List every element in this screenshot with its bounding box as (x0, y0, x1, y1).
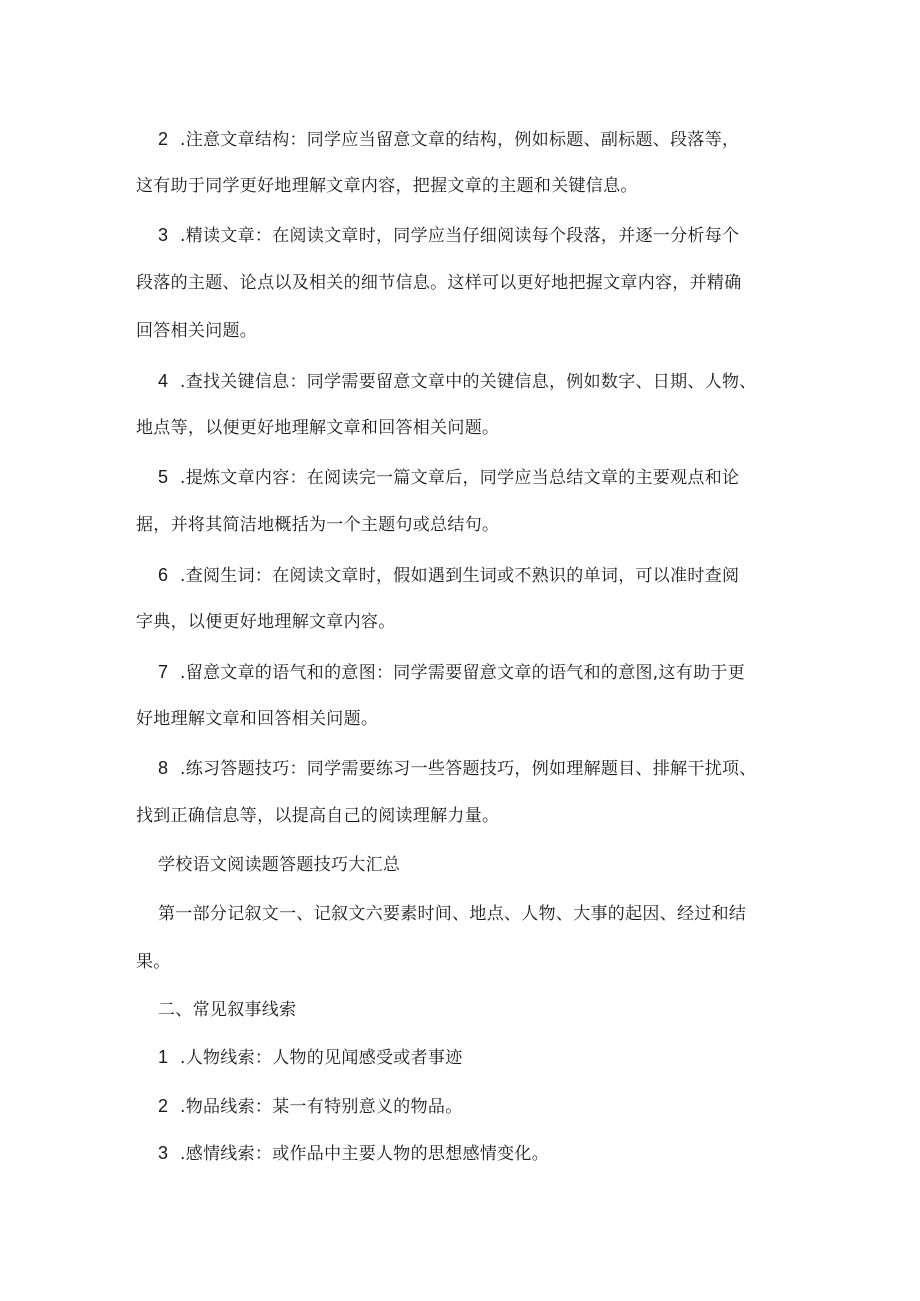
paragraph-3-line-2: 段落的主题、论点以及相关的细节信息。这样可以更好地把握文章内容，并精确 (136, 273, 742, 293)
paragraph-5-line-1 (158, 462, 800, 492)
item-number: 2 (158, 1096, 169, 1116)
item-text: .留意文章的语气和的意图：同学需要留意文章的语气和的意图,这有助于更 (180, 663, 746, 683)
paragraph-6-line-1 (158, 560, 800, 590)
item-text: .提炼文章内容：在阅读完一篇文章后，同学应当总结文章的主要观点和论 (180, 468, 740, 488)
item-text: .注意文章结构：同学应当留意文章的结构，例如标题、副标题、段落等， (180, 130, 740, 150)
item-text: .精读文章：在阅读文章时，同学应当仔细阅读每个段落，并逐一分析每个 (180, 226, 740, 246)
paragraph-2-line-1 (158, 124, 800, 154)
item-number: 2 (158, 129, 169, 149)
paragraph-2-line-2: 这有助于同学更好地理解文章内容，把握文章的主题和关键信息。 (136, 176, 638, 196)
item-number: 3 (158, 1143, 169, 1163)
item-number: 3 (158, 225, 169, 245)
item-text: .物品线索：某一有特别意义的物品。 (180, 1097, 463, 1117)
item-number: 4 (158, 371, 169, 391)
subheading: 二、常见叙事线索 (158, 1000, 297, 1020)
item-text: .练习答题技巧：同学需要练习一些答题技巧，例如理解题目、排解干扰项、 (180, 759, 757, 779)
paragraph-8-line-2: 找到正确信息等，以提高自己的阅读理解力量。 (136, 806, 500, 826)
clue-item-2 (158, 1091, 800, 1121)
item-number: 5 (158, 467, 169, 487)
clue-item-3 (158, 1138, 800, 1168)
item-number: 8 (158, 758, 169, 778)
paragraph-7-line-2: 好地理解文章和回答相关问题。 (136, 709, 379, 729)
part-one-line-1: 第一部分记叙文一、记叙文六要素时间、地点、人物、大事的起因、经过和结 (158, 904, 747, 924)
section-title: 学校语文阅读题答题技巧大汇总 (158, 855, 401, 875)
item-text: .查找关键信息：同学需要留意文章中的关键信息，例如数字、日期、人物、 (180, 372, 757, 392)
clue-item-1 (158, 1042, 800, 1072)
paragraph-3-line-3: 回答相关问题。 (136, 321, 258, 341)
paragraph-6-line-2: 字典，以便更好地理解文章内容。 (136, 612, 396, 632)
paragraph-5-line-2: 据，并将其简洁地概括为一个主题句或总结句。 (136, 515, 500, 535)
paragraph-4-line-1 (158, 366, 800, 396)
item-number: 1 (158, 1047, 169, 1067)
paragraph-3-line-1 (158, 220, 800, 250)
item-number: 6 (158, 565, 169, 585)
item-number: 7 (158, 662, 169, 682)
paragraph-7-line-1 (158, 657, 800, 687)
item-text: .查阅生词：在阅读文章时，假如遇到生词或不熟识的单词，可以准时查阅 (180, 566, 740, 586)
item-text: .感情线索：或作品中主要人物的思想感情变化。 (180, 1144, 550, 1164)
paragraph-8-line-1 (158, 753, 800, 783)
item-text: .人物线索：人物的见闻感受或者事迹 (180, 1048, 463, 1068)
paragraph-4-line-2: 地点等，以便更好地理解文章和回答相关问题。 (136, 418, 500, 438)
part-one-line-2: 果。 (136, 952, 171, 972)
